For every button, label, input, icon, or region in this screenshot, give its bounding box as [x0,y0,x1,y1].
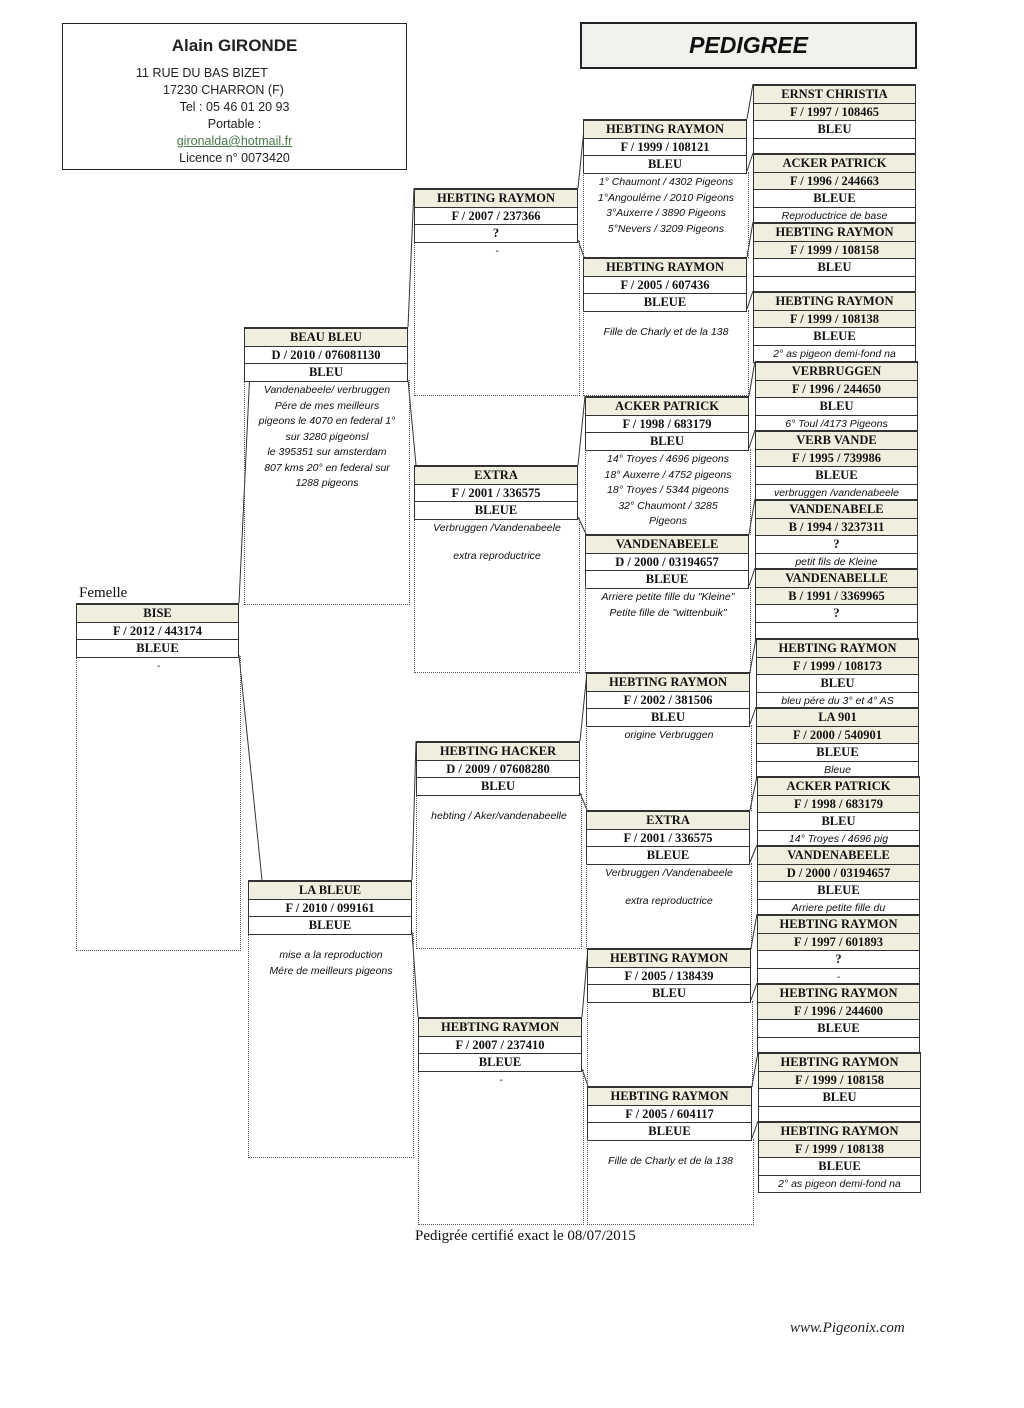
pigeon-color: ? [755,605,918,623]
pigeon-name: HEBTING RAYMON [587,1086,752,1106]
pigeon-card-g12[interactable] [757,845,920,917]
pigeon-ring-number: F / 1996 / 244650 [755,381,918,399]
pigeon-note: 2° as pigeon demi-fond na [758,1176,921,1194]
pigeon-card-g7[interactable] [755,499,918,571]
pigeon-color: BLEU [583,156,747,174]
subject-sex-label: Femelle [79,585,128,601]
pigeon-card-g9[interactable] [756,638,919,710]
pigeon-ring-number: F / 2005 / 607436 [583,277,747,295]
pigeon-card-m[interactable] [248,880,412,935]
performance-line: Pigeons [649,515,687,527]
pigeon-card-mmm[interactable] [587,1086,752,1141]
pigeon-card-g5[interactable] [755,361,918,433]
pigeon-ring-number: F / 1998 / 683179 [585,416,749,434]
pigeon-name: VERBRUGGEN [755,361,918,381]
pigeon-performance-mff [586,725,752,811]
pigeon-ring-number: D / 2000 / 03194657 [757,865,920,883]
pigeon-color: BLEU [756,675,919,693]
performance-line: Fille de Charly et de la 138 [603,326,729,338]
owner-city: 17230 CHARRON (F) [163,83,284,97]
performance-line: 807 kms 20° en federal sur [264,461,390,474]
pigeon-ring-number: F / 2007 / 237366 [414,208,578,226]
pigeon-color: BLEUE [76,640,239,658]
pigeon-ring-number: F / 1996 / 244663 [753,173,916,191]
pigeon-color: BLEU [755,398,918,416]
pigeon-color: BLEUE [757,1020,920,1038]
pigeon-card-g15[interactable] [758,1052,921,1124]
performance-line: Arriere petite fille du "Kleine" [601,591,735,603]
pigeon-note: 6° Toul /4173 Pigeons [755,416,918,434]
pigeon-ring-number: F / 1999 / 108158 [753,242,916,260]
pigeon-card-g8[interactable] [755,568,918,640]
pigeon-card-mmf[interactable] [587,948,751,1003]
pigeon-card-mff[interactable] [586,672,750,727]
pigeon-performance-mmf [587,1001,753,1087]
pigeon-color: BLEUE [755,467,918,485]
pigeon-note: petit fils de Kleine [755,554,918,572]
pigeon-name: LA 901 [756,707,919,727]
pigeon-performance-ffm [583,310,749,396]
pigeon-ring-number: F / 2001 / 336575 [414,485,578,503]
pigeon-note: bleu pére du 3° et 4° AS [756,693,919,711]
pigeon-card-mf[interactable] [416,741,580,796]
pigeon-color: BLEUE [586,847,750,865]
pigeon-name: HEBTING HACKER [416,741,580,761]
pigeon-name: HEBTING RAYMON [757,983,920,1003]
performance-line: - [499,1074,503,1086]
pigeon-ring-number: F / 2010 / 099161 [248,900,412,918]
pigeon-card-g11[interactable] [757,776,920,848]
pigeon-name: VANDENABEELE [585,534,749,554]
pigeon-color: BLEUE [587,1123,752,1141]
performance-line [418,537,576,549]
pigeon-performance-fm [414,518,580,673]
pigeon-performance-mmm [587,1139,754,1225]
performance-line: Petite fille de "wittenbuik" [609,606,727,619]
pigeon-name: HEBTING RAYMON [756,638,919,658]
website-link[interactable]: www.Pigeonix.com [790,1320,905,1336]
pigeon-ring-number: D / 2000 / 03194657 [585,554,749,572]
performance-line: 1° Chaumont / 4302 Pigeons [598,176,734,188]
pigeon-name: HEBTING RAYMON [418,1017,582,1037]
pigeon-card-g1[interactable] [753,84,916,156]
pigeon-performance-fmm [585,587,751,673]
pigeon-performance-m [248,933,414,1158]
pigeon-ring-number: F / 2002 / 381506 [586,692,750,710]
owner-email-link[interactable]: gironalda@hotmail.fr [176,134,293,148]
pigeon-name: LA BLEUE [248,880,412,900]
pigeon-note: Arriere petite fille du [757,900,920,918]
performance-line: pigeons le 4070 en federal 1° [258,415,396,427]
pigeon-ring-number: F / 1997 / 108465 [753,104,916,122]
pigeon-ring-number: D / 2010 / 076081130 [244,347,408,365]
pigeon-name: ACKER PATRICK [585,396,749,416]
pigeon-name: VANDENABELE [755,499,918,519]
pigeon-performance-s [76,656,241,951]
pigeon-color: BLEU [753,259,916,277]
pigeon-ring-number: F / 1998 / 683179 [757,796,920,814]
pigeon-card-g13[interactable] [757,914,920,986]
pigeon-ring-number: F / 2000 / 540901 [756,727,919,745]
pigeon-performance-mfm [586,863,752,949]
pigeon-name: ERNST CHRISTIA [753,84,916,104]
pigeon-color: BLEU [753,121,916,139]
owner-phone: Tel : 05 46 01 20 93 [179,100,290,114]
pigeon-card-mfm[interactable] [586,810,750,865]
pigeon-ring-number: F / 2012 / 443174 [76,623,239,641]
pigeon-color: BLEUE [248,917,412,935]
pigeon-color: BLEUE [757,882,920,900]
pigeon-color: BLEUE [583,294,747,312]
performance-line [591,1142,750,1154]
performance-line: le 395351 sur amsterdam [267,446,387,458]
pigeon-name: HEBTING RAYMON [753,291,916,311]
pigeon-card-f[interactable] [244,327,408,382]
pigeon-ring-number: F / 2001 / 336575 [586,830,750,848]
pigeon-ring-number: F / 1999 / 108173 [756,658,919,676]
pigeon-name: HEBTING RAYMON [758,1052,921,1072]
performance-line: 18° Troyes / 5344 pigeons [607,484,729,496]
pigeon-color: ? [414,225,578,243]
pigeon-color: BLEU [586,709,750,727]
performance-line [252,936,410,948]
pigeon-ring-number: F / 1996 / 244600 [757,1003,920,1021]
pigeon-card-fm[interactable] [414,465,578,520]
pigeon-card-g16[interactable] [758,1121,921,1193]
owner-address: 11 RUE DU BAS BIZET [136,66,268,80]
performance-line: Vandenabeele/ verbruggen [263,384,391,396]
pigeon-color: BLEU [244,364,408,382]
pigeon-note: Reproductrice de base [753,208,916,226]
owner-name: Alain GIRONDE [171,36,298,55]
pigeon-card-fmf[interactable] [585,396,749,451]
pigeon-name: BISE [76,603,239,623]
pigeon-name: HEBTING RAYMON [414,188,578,208]
pigeon-name: HEBTING RAYMON [583,119,747,139]
pigeon-name: ACKER PATRICK [757,776,920,796]
pigeon-name: VANDENABELLE [755,568,918,588]
pigeon-color: BLEU [585,433,749,451]
pigeon-card-g3[interactable] [753,222,916,294]
pigeon-ring-number: F / 1995 / 739986 [755,450,918,468]
pigeon-ring-number: F / 2005 / 604117 [587,1106,752,1124]
pigeon-color: BLEUE [758,1158,921,1176]
pigeon-name: ACKER PATRICK [753,153,916,173]
pigeon-color: BLEU [758,1089,921,1107]
pigeon-note: verbruggen /vandenabeele [755,485,918,503]
performance-line [587,313,745,325]
pigeon-card-g10[interactable] [756,707,919,779]
pigeon-note: 2° as pigeon demi-fond na [753,346,916,364]
performance-line: 14° Troyes / 4696 pigeons [607,453,729,465]
pigeon-name: HEBTING RAYMON [753,222,916,242]
page-title: PEDIGREE [580,22,917,69]
performance-line: Mére de meilleurs pigeons [269,964,393,977]
pigeon-card-s[interactable] [76,603,239,658]
performance-line: Pére de mes meilleurs [274,399,380,412]
pigeon-card-g2[interactable] [753,153,916,225]
pigeon-card-g4[interactable] [753,291,916,363]
pigeon-performance-fmf [585,449,751,535]
performance-line: Fille de Charly et de la 138 [608,1155,733,1167]
pigeon-performance-fff [583,172,749,258]
pigeon-ring-number: F / 1997 / 601893 [757,934,920,952]
performance-line: 3°Auxerre / 3890 Pigeons [606,207,726,219]
pigeon-name: HEBTING RAYMON [757,914,920,934]
pigeon-performance-ff [414,241,580,396]
pigeon-note: 14° Troyes / 4696 pig [757,831,920,849]
pigeon-color: ? [757,951,920,969]
performance-line: - [495,245,499,257]
pigeon-performance-mf [416,794,582,949]
pigeon-ring-number: B / 1991 / 3369965 [755,588,918,606]
pigeon-name: EXTRA [586,810,750,830]
pigeon-color: ? [755,536,918,554]
owner-card [62,23,407,170]
pigeon-ring-number: F / 2007 / 237410 [418,1037,582,1055]
pigeon-name: BEAU BLEU [244,327,408,347]
pigeon-name: HEBTING RAYMON [583,257,747,277]
performance-line: Verbruggen /Vandenabeele [433,522,561,534]
performance-line: 32° Chaumont / 3285 [618,499,718,512]
performance-line: Verbruggen /Vandenabeele [605,867,733,879]
owner-mobile: Portable : [207,117,262,131]
pigeon-name: HEBTING RAYMON [587,948,751,968]
performance-line [590,882,748,894]
pigeon-card-g14[interactable] [757,983,920,1055]
pigeon-color: BLEU [587,985,751,1003]
performance-line [420,797,578,809]
pigeon-ring-number: F / 2005 / 138439 [587,968,751,986]
performance-line: 1°Angouléme / 2010 Pigeons [597,191,735,204]
pigeon-ring-number: F / 1999 / 108138 [758,1141,921,1159]
pigeon-card-g6[interactable] [755,430,918,502]
pigeon-card-fff[interactable] [583,119,747,174]
pigeon-name: VANDENABEELE [757,845,920,865]
performance-line: extra reproductrice [625,894,713,907]
pigeon-color: BLEU [416,778,580,796]
pigeon-color: BLEUE [585,571,749,589]
pigeon-ring-number: D / 2009 / 07608280 [416,761,580,779]
pigeon-name: HEBTING RAYMON [758,1121,921,1141]
pigeon-color: BLEU [757,813,920,831]
owner-licence: Licence n° 0073420 [179,151,290,165]
pigeon-name: EXTRA [414,465,578,485]
performance-line: hebting / Aker/vandenabeelle [431,810,567,822]
pigeon-note: - [757,969,920,987]
pigeon-ring-number: F / 1999 / 108138 [753,311,916,329]
pigeon-ring-number: B / 1994 / 3237311 [755,519,918,537]
pigeon-color: BLEUE [753,328,916,346]
pigeon-performance-mm [418,1070,584,1225]
performance-line: extra reproductrice [453,549,541,562]
pigeon-name: HEBTING RAYMON [586,672,750,692]
performance-line: 18° Auxerre / 4752 pigeons [604,468,732,481]
pigeon-color: BLEUE [756,744,919,762]
pigeon-card-ffm[interactable] [583,257,747,312]
pigeon-note: Bleue [756,762,919,780]
performance-line: 5°Nevers / 3209 Pigeons [607,222,725,235]
pigeon-performance-f [244,380,410,605]
pigeon-name: VERB VANDE [755,430,918,450]
pigeon-color: BLEUE [753,190,916,208]
performance-line: - [156,660,161,672]
pigeon-ring-number: F / 1999 / 108158 [758,1072,921,1090]
performance-line: sur 3280 pigeonsl [285,430,369,443]
performance-line: mise a la reproduction [279,949,383,961]
certification-line: Pedigrée certifié exact le 08/07/2015 [415,1228,636,1244]
pigeon-card-fmm[interactable] [585,534,749,589]
performance-line: 1288 pigeons [295,477,359,489]
performance-line: origine Verbruggen [624,729,714,741]
pigeon-card-ff[interactable] [414,188,578,243]
pigeon-color: BLEUE [414,502,578,520]
pigeon-color: BLEUE [418,1054,582,1072]
pigeon-ring-number: F / 1999 / 108121 [583,139,747,157]
pigeon-card-mm[interactable] [418,1017,582,1072]
